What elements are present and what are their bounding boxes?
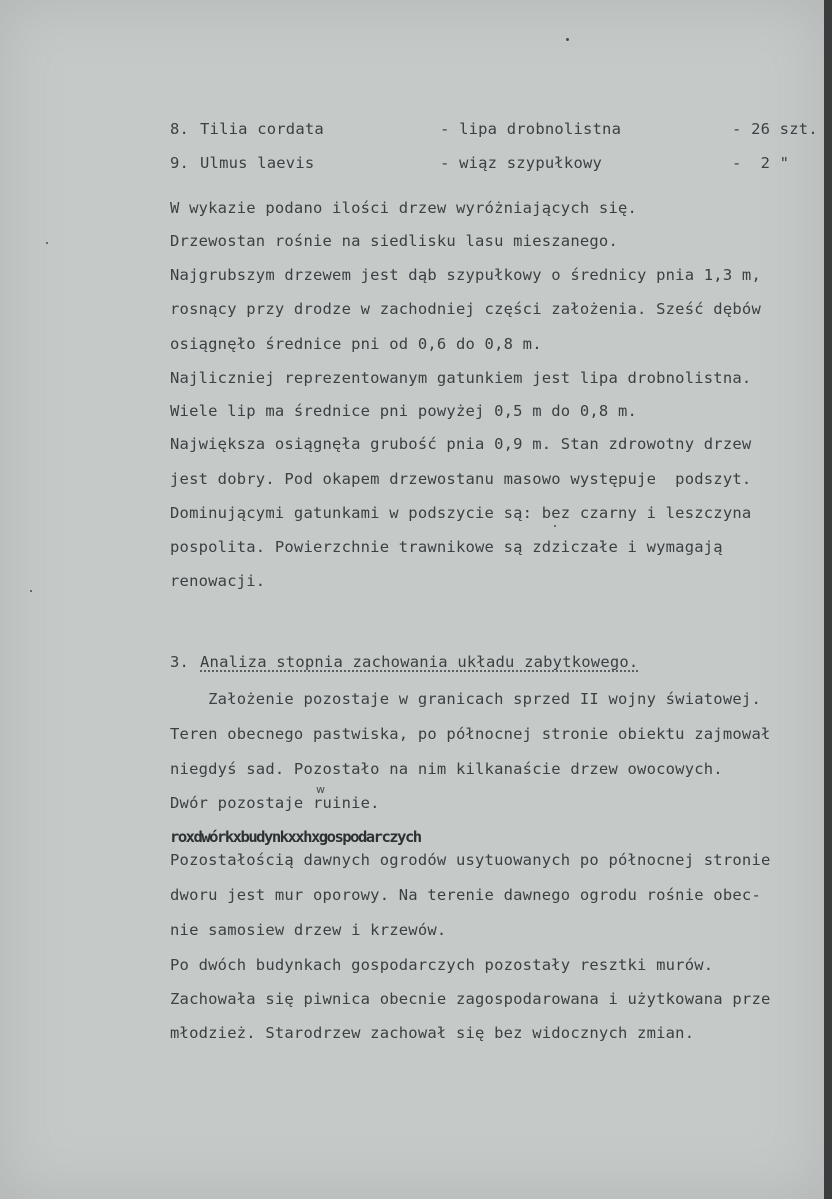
text-line: Drzewostan rośnie na siedlisku lasu mieszanego. — [170, 232, 618, 250]
text-line: Wiele lip ma średnice pni powyżej 0,5 m do 0,8 m. — [170, 402, 638, 420]
text-line: młodzież. Starodrzew zachował się bez widocznych zmian. — [170, 1024, 695, 1042]
list-item-polish-name: - lipa drobnolistna — [440, 120, 622, 138]
text-line: Dominującymi gatunkami w podszycie są: bez czarny i leszczyna — [170, 504, 752, 522]
scan-speck — [46, 242, 48, 244]
text-line: niegdyś sad. Pozostało na nim kilkanaście drzew owocowych. — [170, 760, 723, 778]
scan-speck — [30, 590, 32, 592]
list-item-count: - 2 " — [732, 154, 790, 172]
text-line: Dwór pozostaje ruinie. — [170, 794, 380, 812]
scan-speck — [554, 525, 556, 527]
list-item-latin-name: Tilia cordata — [200, 120, 324, 138]
section-number: 3. — [170, 653, 190, 671]
text-line: nie samosiew drzew i krzewów. — [170, 921, 447, 939]
text-line: jest dobry. Pod okapem drzewostanu masowo występuje podszyt. — [170, 470, 752, 488]
text-line: osiągnęło średnice pni od 0,6 do 0,8 m. — [170, 335, 542, 353]
section-title: Analiza stopnia zachowania układu zabytkowego. — [200, 653, 639, 671]
text-line: Założenie pozostaje w granicach sprzed II wojny światowej. — [170, 690, 761, 708]
list-item-number: 9. — [170, 154, 190, 172]
text-line: Pozostałością dawnych ogrodów usytuowanych po północnej stronie — [170, 851, 771, 869]
list-item-polish-name: - wiąz szypułkowy — [440, 154, 603, 172]
text-line: rosnący przy drodze w zachodniej części założenia. Sześć dębów — [170, 300, 761, 318]
struck-out-line: roxdwórkxbudynkxxhxgospodarczych — [170, 828, 421, 846]
list-item-number: 8. — [170, 120, 190, 138]
text-line: Największa osiągnęła grubość pnia 0,9 m. Stan zdrowotny drzew — [170, 435, 752, 453]
list-item-count: - 26 szt. — [732, 120, 818, 138]
text-line: Zachowała się piwnica obecnie zagospodarowana i użytkowana prze — [170, 990, 771, 1008]
text-line: pospolita. Powierzchnie trawnikowe są zdziczałe i wymagają — [170, 538, 723, 556]
scan-speck — [566, 38, 569, 41]
text-line: Teren obecnego pastwiska, po północnej stronie obiektu zajmował — [170, 725, 771, 743]
list-item-latin-name: Ulmus laevis — [200, 154, 315, 172]
text-line: Najliczniej reprezentowanym gatunkiem jest lipa drobnolistna. — [170, 369, 752, 387]
text-line: Najgrubszym drzewem jest dąb szypułkowy o średnicy pnia 1,3 m, — [170, 266, 761, 284]
text-line: renowacji. — [170, 572, 266, 590]
text-line: W wykazie podano ilości drzew wyróżniających się. — [170, 199, 638, 217]
text-line: dworu jest mur oporowy. Na terenie dawnego ogrodu rośnie obec- — [170, 886, 761, 904]
text-line: Po dwóch budynkach gospodarczych pozostały resztki murów. — [170, 956, 714, 974]
handwritten-insert-mark: w — [316, 783, 325, 796]
